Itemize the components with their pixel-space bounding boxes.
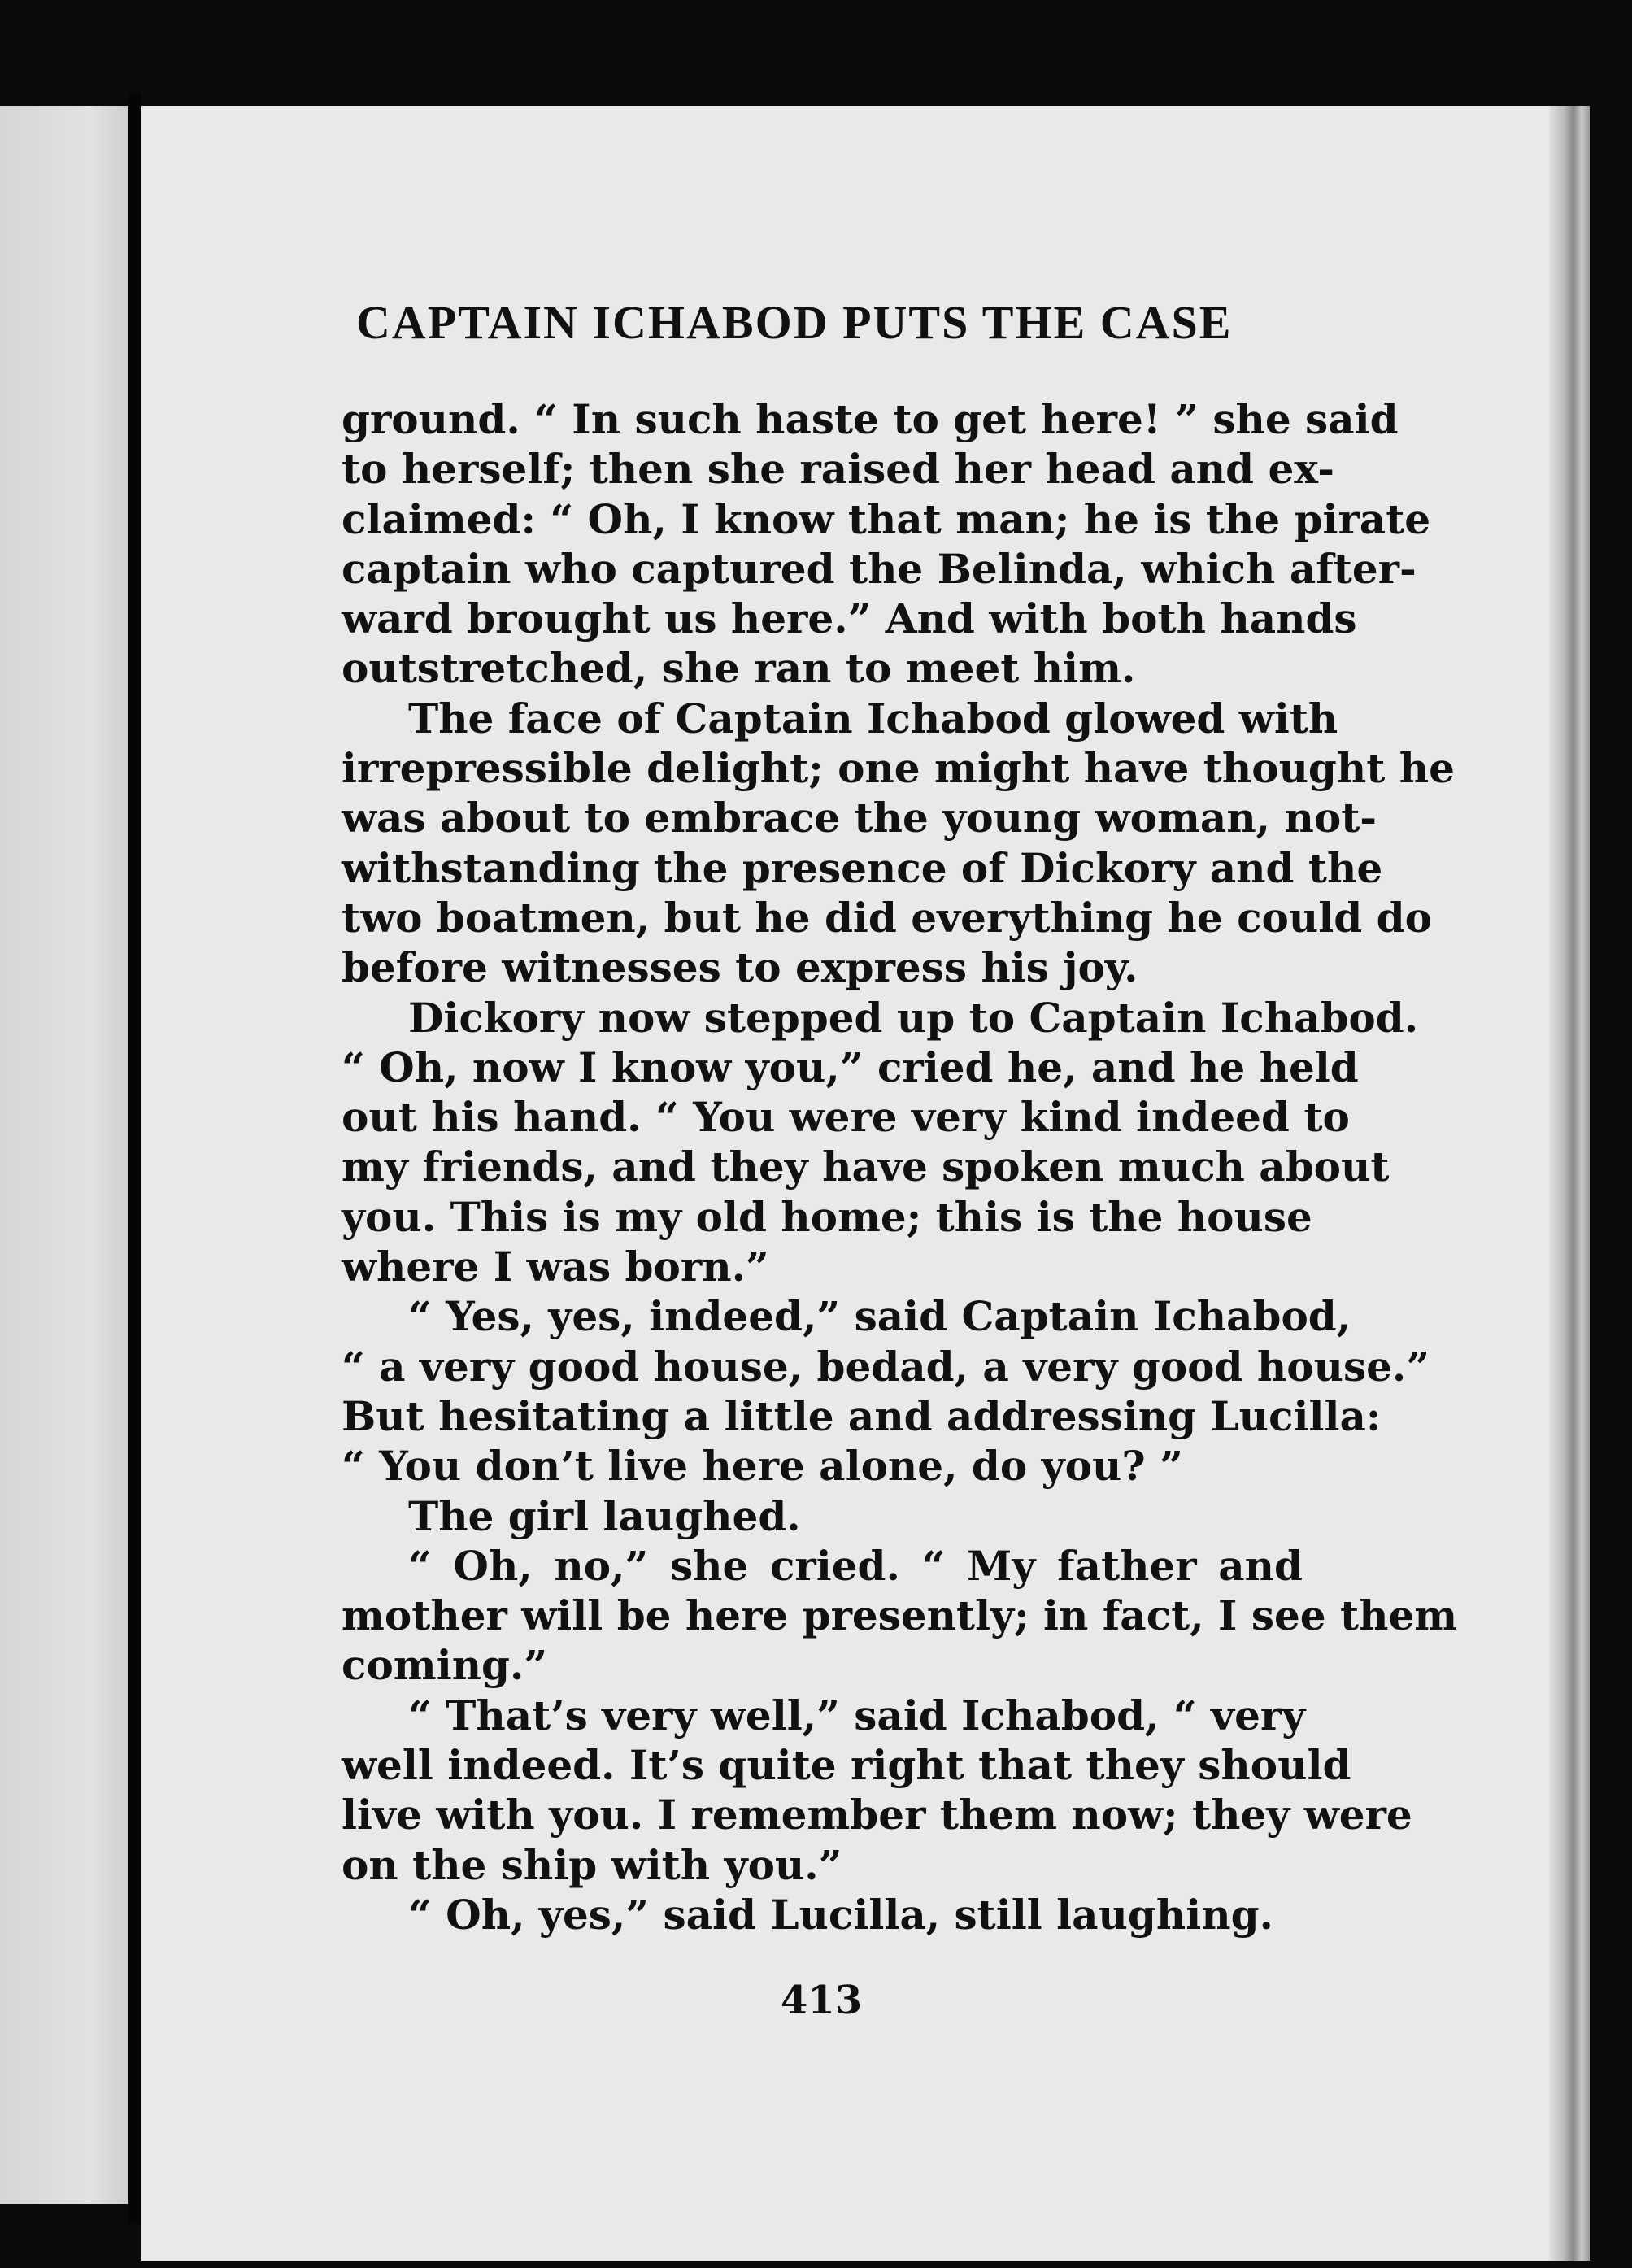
text-line: “ That’s very well,” said Ichabod, “ very — [408, 1691, 1306, 1739]
text-line: “ Oh, no,” she cried. “ My father and — [408, 1541, 1303, 1590]
page-number: 413 — [780, 1978, 863, 2023]
body-text — [342, 394, 1458, 1939]
text-line: was about to embrace the young woman, not- — [342, 794, 1377, 842]
facing-page-edge — [0, 106, 128, 2204]
text-line: The girl laughed. — [408, 1491, 801, 1540]
text-line: my friends, and they have spoken much about — [342, 1143, 1390, 1191]
book-gutter — [128, 94, 141, 2224]
text-line: “ Oh, yes,” said Lucilla, still laughing. — [408, 1890, 1273, 1939]
text-line: Dickory now stepped up to Captain Ichabod. — [408, 993, 1419, 1042]
text-line: withstanding the presence of Dickory and the — [342, 843, 1383, 892]
text-line: “ Yes, yes, indeed,” said Captain Ichabod, — [408, 1292, 1351, 1341]
text-line: where I was born.” — [342, 1243, 769, 1291]
text-line: mother will be here presently; in fact, I see them — [342, 1591, 1458, 1640]
text-line: before witnesses to express his joy. — [342, 943, 1138, 992]
page-fore-edge — [1549, 106, 1590, 2261]
text-line: The face of Captain Ichabod glowed with — [408, 694, 1338, 742]
text-line: coming.” — [342, 1641, 548, 1690]
text-line: “ You don’t live here alone, do you? ” — [342, 1442, 1183, 1491]
text-line: live with you. I remember them now; they were — [342, 1791, 1412, 1839]
text-line: well indeed. It’s quite right that they should — [342, 1741, 1351, 1790]
text-line: captain who captured the Belinda, which after- — [342, 544, 1417, 593]
text-line: to herself; then she raised her head and ex- — [342, 445, 1334, 494]
text-line: claimed: “ Oh, I know that man; he is the pirate — [342, 494, 1431, 543]
text-line: outstretched, she ran to meet him. — [342, 644, 1136, 693]
text-line: ward brought us here.” And with both hands — [342, 594, 1357, 643]
text-line: irrepressible delight; one might have thought he — [342, 744, 1455, 793]
text-line: out his hand. “ You were very kind indeed to — [342, 1093, 1350, 1142]
text-line: But hesitating a little and addressing Lucilla: — [342, 1391, 1382, 1440]
text-line: you. This is my old home; this is the house — [342, 1192, 1312, 1241]
text-line: on the ship with you.” — [342, 1840, 842, 1889]
text-line: “ a very good house, bedad, a very good house.” — [342, 1342, 1430, 1391]
running-header: CAPTAIN ICHABOD PUTS THE CASE — [356, 296, 1233, 349]
text-line: “ Oh, now I know you,” cried he, and he held — [342, 1043, 1359, 1091]
text-line: two boatmen, but he did everything he could do — [342, 893, 1432, 942]
text-line: ground. “ In such haste to get here! ” she said — [342, 395, 1399, 443]
